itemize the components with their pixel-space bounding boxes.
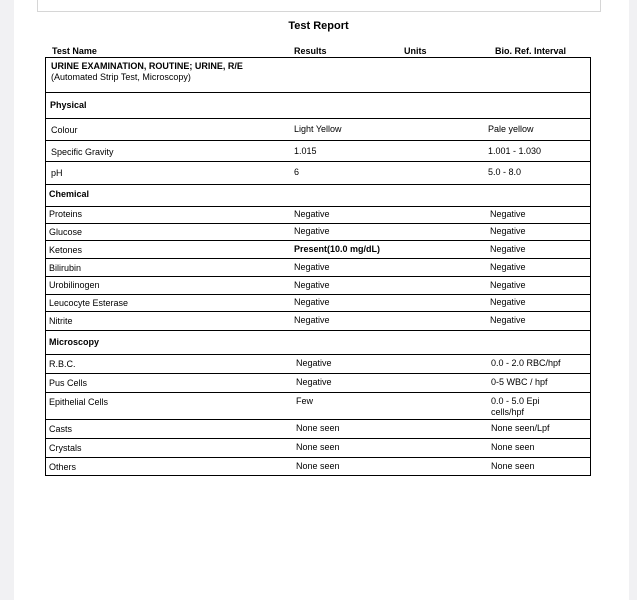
test-ref-interval: 0-5 WBC / hpf (491, 377, 548, 387)
test-name: Leucocyte Esterase (49, 298, 129, 308)
test-name: Proteins (49, 209, 83, 219)
row-divider (45, 140, 591, 141)
test-name: Casts (49, 424, 73, 434)
test-name: Epithelial Cells (49, 397, 109, 407)
row-divider (45, 161, 591, 162)
test-name: Pus Cells (49, 378, 88, 388)
test-ref-interval: Negative (490, 244, 526, 254)
test-name: Colour (51, 125, 78, 135)
test-ref-interval: Negative (490, 315, 526, 325)
row-divider (45, 438, 591, 439)
test-ref-interval: Negative (490, 280, 526, 290)
header-ref-interval: Bio. Ref. Interval (495, 46, 567, 56)
header-units: Units (404, 46, 427, 56)
row-divider (45, 240, 591, 241)
row-divider (45, 294, 591, 295)
test-ref-interval: Pale yellow (488, 124, 534, 134)
test-ref-interval: None seen (491, 461, 535, 471)
test-result: Negative (294, 297, 330, 307)
section-chemical: Chemical (49, 189, 90, 199)
test-ref-interval: Negative (490, 262, 526, 272)
section-microscopy: Microscopy (49, 337, 100, 347)
exam-title: URINE EXAMINATION, ROUTINE; URINE, R/E (51, 61, 243, 71)
row-divider (45, 223, 591, 224)
previous-page-edge (37, 0, 601, 12)
test-result: Negative (294, 315, 330, 325)
test-result: Negative (296, 377, 332, 387)
row-divider (45, 311, 591, 312)
test-ref-interval: None seen (491, 442, 535, 452)
test-ref-interval: 0.0 - 5.0 Epi cells/hpf (491, 396, 540, 417)
section-physical: Physical (50, 100, 87, 110)
test-ref-interval: 5.0 - 8.0 (488, 167, 522, 177)
test-ref-interval: 0.0 - 2.0 RBC/hpf (491, 358, 561, 368)
test-name: Others (49, 462, 77, 472)
row-divider (45, 457, 591, 458)
row-divider (45, 258, 591, 259)
test-ref-interval: Negative (490, 297, 526, 307)
row-divider (45, 118, 591, 119)
test-result: 6 (294, 167, 300, 177)
test-result: Few (296, 396, 314, 406)
test-result: Negative (294, 262, 330, 272)
test-result: 1.015 (294, 146, 317, 156)
test-ref-interval: Negative (490, 209, 526, 219)
test-name: Specific Gravity (51, 147, 114, 157)
test-name: R.B.C. (49, 359, 76, 369)
test-result: Negative (294, 209, 330, 219)
row-divider (45, 92, 591, 93)
test-result: Negative (294, 226, 330, 236)
test-ref-interval: Negative (490, 226, 526, 236)
header-test-name: Test Name (52, 46, 97, 56)
row-divider (45, 206, 591, 207)
exam-method: (Automated Strip Test, Microscopy) (51, 72, 191, 82)
row-divider (45, 276, 591, 277)
report-title: Test Report (288, 20, 349, 32)
row-divider (45, 373, 591, 374)
test-name: pH (51, 168, 63, 178)
row-divider (45, 330, 591, 331)
row-divider (45, 184, 591, 185)
test-ref-interval: None seen/Lpf (491, 423, 550, 433)
test-result: Light Yellow (294, 124, 342, 134)
header-results: Results (294, 46, 327, 56)
test-name: Nitrite (49, 316, 73, 326)
test-name: Glucose (49, 227, 83, 237)
test-result: Present(10.0 mg/dL) (294, 244, 381, 254)
test-name: Bilirubin (49, 263, 82, 273)
test-result: Negative (294, 280, 330, 290)
test-result: None seen (296, 423, 340, 433)
test-result: None seen (296, 461, 340, 471)
test-result: None seen (296, 442, 340, 452)
test-ref-interval: 1.001 - 1.030 (488, 146, 542, 156)
test-name: Ketones (49, 245, 83, 255)
row-divider (45, 419, 591, 420)
row-divider (45, 392, 591, 393)
row-divider (45, 354, 591, 355)
test-result: Negative (296, 358, 332, 368)
test-name: Crystals (49, 443, 82, 453)
test-name: Urobilinogen (49, 280, 100, 290)
